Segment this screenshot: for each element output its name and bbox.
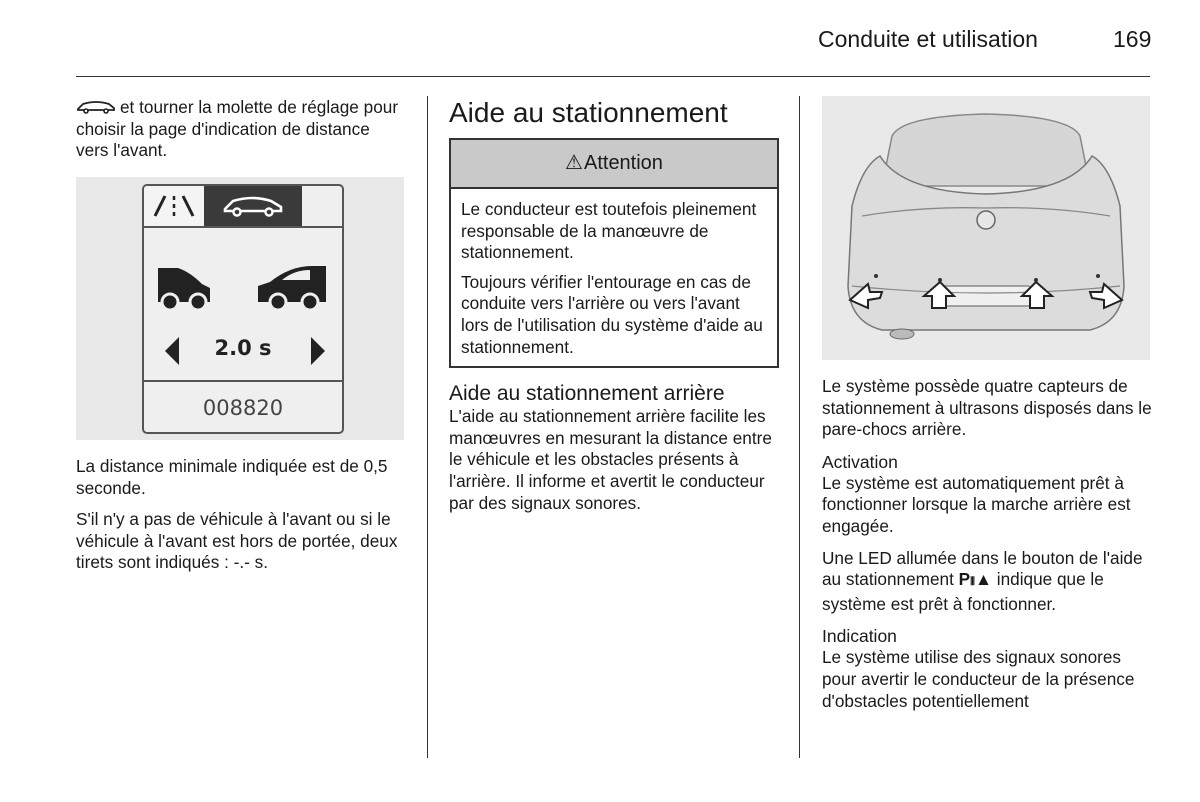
column-divider-1 [427,96,428,758]
lane-icon [151,194,197,218]
led-text-before: Une LED allumée dans le bouton de l'aide au stationnement [822,547,1143,590]
arrow-right-icon [310,336,326,366]
vehicle-ahead-icon [256,260,328,312]
no-vehicle-paragraph: S'il n'y a pas de véhicule à l'avant ou si le véhicule à l'avant est hors de portée, deux tirets sont indiqués : -.- s. [76,509,398,573]
indication-heading: Indication [822,626,897,647]
section-heading: Aide au stationnement [449,97,728,128]
display-divider [144,226,342,228]
following-distance-tab [204,186,302,226]
warning-paragraph-2: Toujours vérifier l'entourage en cas de conduite vers l'arrière ou vers l'avant lors de l'utilisation du système d'aide au stationnement. [461,271,763,357]
sensors-paragraph: Le système possède quatre capteurs de stationnement à ultrasons disposés dans le pare-chocs arrière. [822,376,1152,440]
column-1 [76,97,406,172]
header-divider [76,76,1150,77]
warning-body [451,189,777,358]
warning-title: Attention [583,151,663,174]
column-1-lower [76,456,406,584]
car-side-icon [221,193,285,219]
page-number: 169 [1113,26,1152,52]
subsection-heading: Aide au stationnement arrière [449,382,725,406]
warning-box [449,138,779,368]
park-assist-button-icon: P⦀▲ [958,569,992,590]
cluster-display [142,184,344,434]
activation-paragraph: Le système est automatiquement prêt à fonctionner lorsque la marche arrière est engagée. [822,472,1131,536]
running-header-title: Conduite et utilisation [818,26,1038,52]
warning-paragraph-1: Le conducteur est toutefois pleinement responsable de la manœuvre de stationnement. [461,199,757,263]
display-illustration [76,177,404,440]
activation-heading: Activation [822,451,898,472]
rear-car-illustration [822,96,1150,360]
indication-paragraph: Le système utilise des signaux sonores pour avertir le conducteur de la présence d'obstacles potentiellement [822,647,1135,711]
following-time-value: 2.0 s [214,336,272,360]
led-text-after: indique que le système est prêt à fonctionner. [822,569,1104,614]
display-tabs [144,186,302,226]
warning-header [451,140,777,189]
column-divider-2 [799,96,800,758]
car-button-icon [76,100,116,114]
intro-text: et tourner la molette de réglage pour choisir la page d'indication de distance vers l'avant. [76,97,399,161]
min-distance-paragraph: La distance minimale indiquée est de 0,5 seconde. [76,456,388,498]
lane-tab [144,186,204,226]
odometer-value: 008820 [202,396,284,420]
column-2 [449,96,779,524]
warning-triangle-icon: ⚠ [565,151,583,174]
intro-paragraph [76,97,406,162]
rear-assist-paragraph: L'aide au stationnement arrière facilite les manœuvres en mesurant la distance entre le véhicule et les obstacles présents à l'arrière. Il informe et avertit le conducteur par des signaux sonores. [449,406,772,513]
display-divider-lower [144,380,342,382]
own-car-icon [156,260,212,312]
car-rear-sensors-drawing [822,96,1150,360]
column-3 [822,376,1152,722]
park-assist-symbol: P [958,569,971,590]
led-paragraph [822,548,1152,616]
